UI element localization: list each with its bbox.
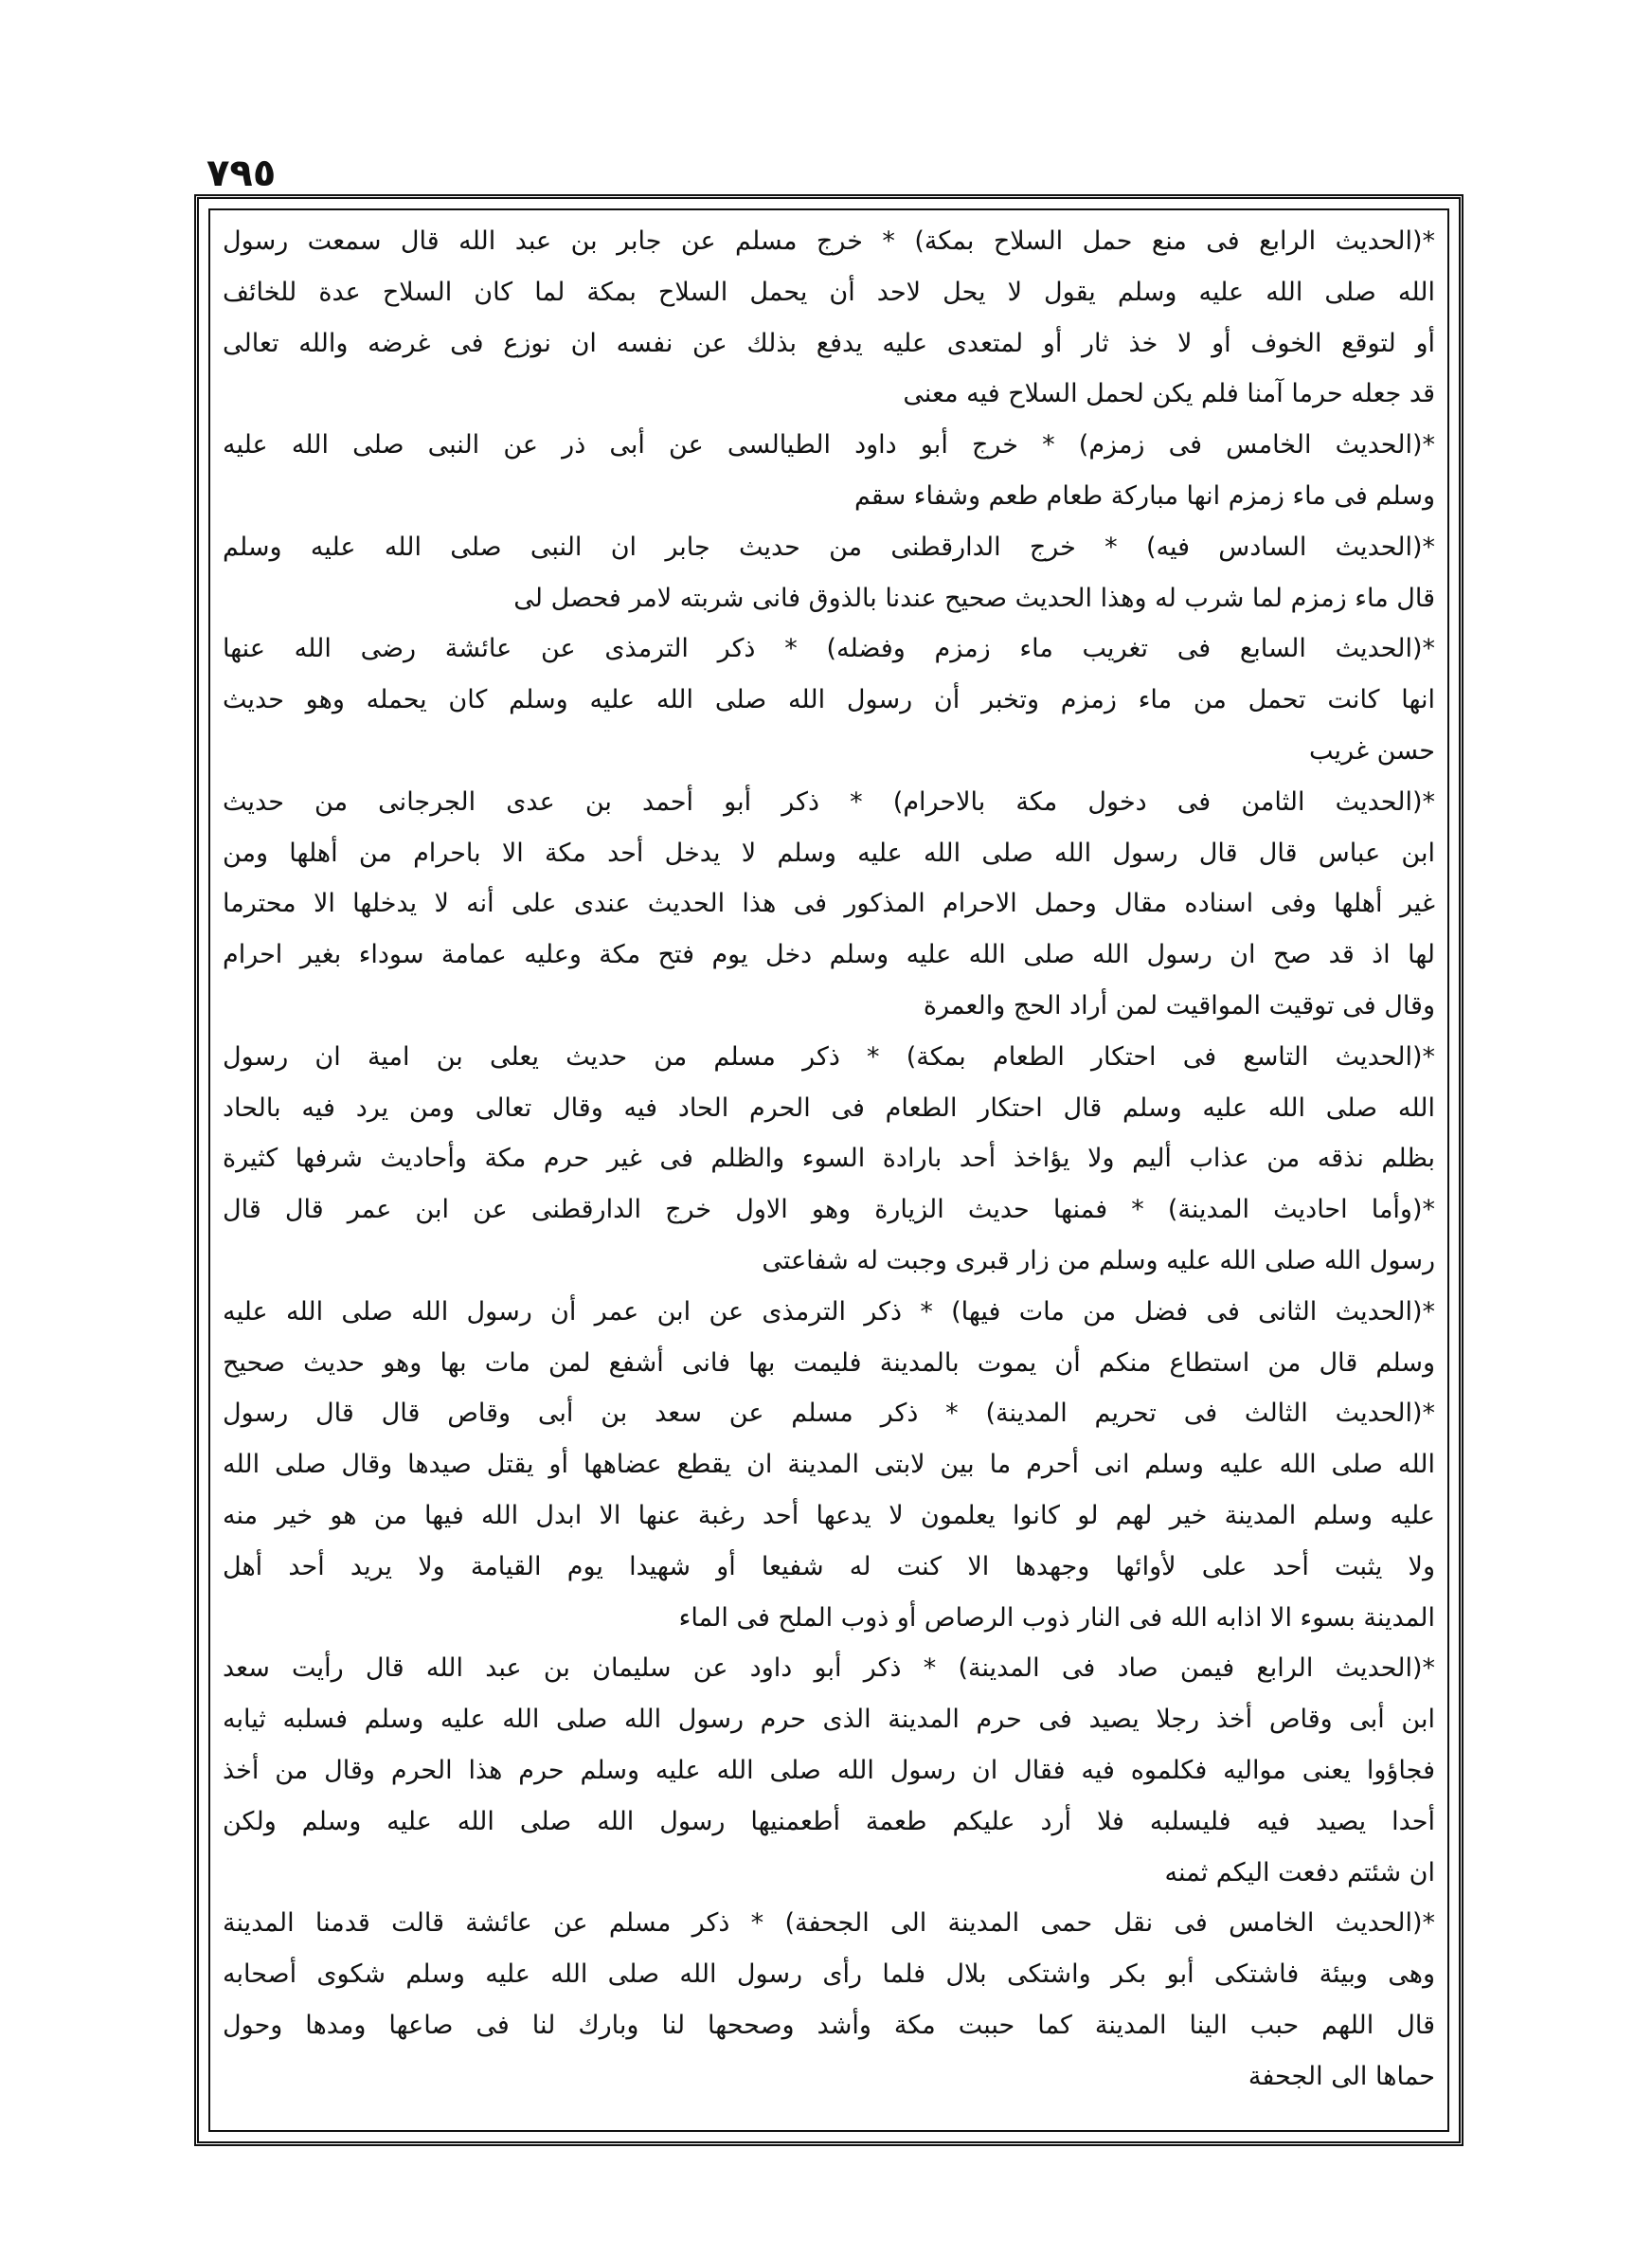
text-line: فجاؤوا يعنى مواليه فكلموه فيه فقال ان رسول الله صلى الله عليه وسلم حرم هذا الحرم وقال من أخذ: [223, 1755, 1435, 1785]
text-line: غير أهلها وفى اسناده مقال وحمل الاحرام المذكور فى هذا الحديث عندى على أنه لا يدخلها الا محترما: [223, 889, 1435, 919]
text-line: *(الحديث الخامس فى زمزم) * خرج أبو داود الطيالسى عن أبى ذر عن النبى صلى الله عليه: [223, 430, 1435, 460]
text-line: *(الحديث الثالث فى تحريم المدينة) * ذكر مسلم عن سعد بن أبى وقاص قال قال رسول: [223, 1399, 1435, 1429]
text-line: ابن أبى وقاص أخذ رجلا يصيد فى حرم المدينة الذى حرم رسول الله صلى الله عليه وسلم فسلبه ثيابه: [223, 1705, 1435, 1735]
text-line: انها كانت تحمل من ماء زمزم وتخبر أن رسول الله صلى الله عليه وسلم كان يحمله وهو حديث: [223, 685, 1435, 715]
text-line: *(الحديث الخامس فى نقل حمى المدينة الى الجحفة) * ذكر مسلم عن عائشة قالت قدمنا المدينة: [223, 1908, 1435, 1939]
text-line: *(الحديث السادس فيه) * خرج الدارقطنى من حديث جابر ان النبى صلى الله عليه وسلم: [223, 532, 1435, 562]
text-line: ولا يثبت أحد على لأوائها وجهدها الا كنت له شفيعا أو شهيدا يوم القيامة ولا يريد أحد أهل: [223, 1551, 1435, 1581]
text-line: أو لتوقع الخوف أو لا خذ ثار أو لمتعدى عليه يدفع بذلك عن نفسه ان نوزع فى غرضه والله تعالى: [223, 328, 1435, 358]
text-line: *(الحديث التاسع فى احتكار الطعام بمكة) * ذكر مسلم من حديث يعلى بن امية ان رسول: [223, 1041, 1435, 1072]
text-line: بظلم نذقه من عذاب أليم ولا يؤاخذ أحد بارادة السوء والظلم فى غير حرم مكة وأحاديث شرفها كثيرة: [223, 1144, 1435, 1174]
text-line: أحدا يصيد فيه فليسلبه فلا أرد عليكم طعمة أطعمنيها رسول الله صلى الله عليه وسلم ولكن: [223, 1806, 1435, 1836]
text-line: *(وأما احاديث المدينة) * فمنها حديث الزيارة وهو الاول خرج الدارقطنى عن ابن عمر قال قال: [223, 1195, 1435, 1225]
text-line: *(الحديث الثامن فى دخول مكة بالاحرام) * ذكر أبو أحمد بن عدى الجرجانى من حديث: [223, 786, 1435, 817]
text-line: لها اذ قد صح ان رسول الله صلى الله عليه وسلم دخل يوم فتح مكة وعليه عمامة سوداء بغير احرام: [223, 940, 1435, 970]
text-line: عليه وسلم المدينة خير لهم لو كانوا يعلمون لا يدعها أحد رغبة عنها الا ابدل الله فيها من هو خير منه: [223, 1500, 1435, 1530]
text-line: المدينة بسوء الا اذابه الله فى النار ذوب الرصاص أو ذوب الملح فى الماء: [678, 1602, 1435, 1633]
text-line: قال ماء زمزم لما شرب له وهذا الحديث صحيح عندنا بالذوق فانى شربته لامر فحصل لى: [513, 583, 1435, 613]
text-line: ابن عباس قال قال رسول الله صلى الله عليه وسلم لا يدخل أحد مكة الا باحرام من أهلها ومن: [223, 838, 1435, 868]
text-body: [223, 216, 1435, 2121]
page-number: ٧٩٥: [206, 152, 277, 195]
text-line: الله صلى الله عليه وسلم قال احتكار الطعام فى الحرم الحاد فيه وقال تعالى ومن يرد فيه بالحاد: [223, 1092, 1435, 1123]
text-line: قد جعله حرما آمنا فلم يكن لحمل السلاح فيه معنى: [903, 379, 1435, 409]
text-line: الله صلى الله عليه وسلم يقول لا يحل لاحد أن يحمل السلاح بمكة لما كان السلاح عدة للخائف: [223, 277, 1435, 307]
text-line: وهى وبيئة فاشتكى أبو بكر واشتكى بلال فلما رأى رسول الله صلى الله عليه وسلم شكوى أصحابه: [223, 1959, 1435, 1990]
text-line: *(الحديث الرابع فيمن صاد فى المدينة) * ذكر أبو داود عن سليمان بن عبد الله قال رأيت سعد: [223, 1653, 1435, 1684]
text-line: *(الحديث الثانى فى فضل من مات فيها) * ذكر الترمذى عن ابن عمر أن رسول الله صلى الله عليه: [223, 1296, 1435, 1327]
text-line: *(الحديث السابع فى تغريب ماء زمزم وفضله) * ذكر الترمذى عن عائشة رضى الله عنها: [223, 634, 1435, 664]
text-line: الله صلى الله عليه وسلم انى أحرم ما بين لابتى المدينة ان يقطع عضاهها أو يقتل صيدها وقال صلى الله: [223, 1450, 1435, 1480]
text-line: وقال فى توقيت المواقيت لمن أراد الحج والعمرة: [923, 990, 1435, 1020]
text-line: حماها الى الجحفة: [1248, 2061, 1435, 2091]
text-line: حسن غريب: [1309, 735, 1435, 766]
text-line: وسلم فى ماء زمزم انها مباركة طعام طعم وشفاء سقم: [853, 480, 1435, 511]
text-line: *(الحديث الرابع فى منع حمل السلاح بمكة) * خرج مسلم عن جابر بن عبد الله قال سمعت رسول: [223, 226, 1435, 256]
text-line: رسول الله صلى الله عليه وسلم من زار قبرى وجبت له شفاعتى: [762, 1245, 1435, 1275]
text-line: وسلم قال من استطاع منكم أن يموت بالمدينة فليمت بها فانى أشفع لمن مات بها وهو حديث صحيح: [223, 1347, 1435, 1378]
text-line: قال اللهم حبب الينا المدينة كما حببت مكة وأشد وصححها لنا وبارك لنا فى صاعها ومدها وحول: [223, 2010, 1435, 2040]
text-line: ان شئتم دفعت اليكم ثمنه: [1164, 1857, 1435, 1887]
